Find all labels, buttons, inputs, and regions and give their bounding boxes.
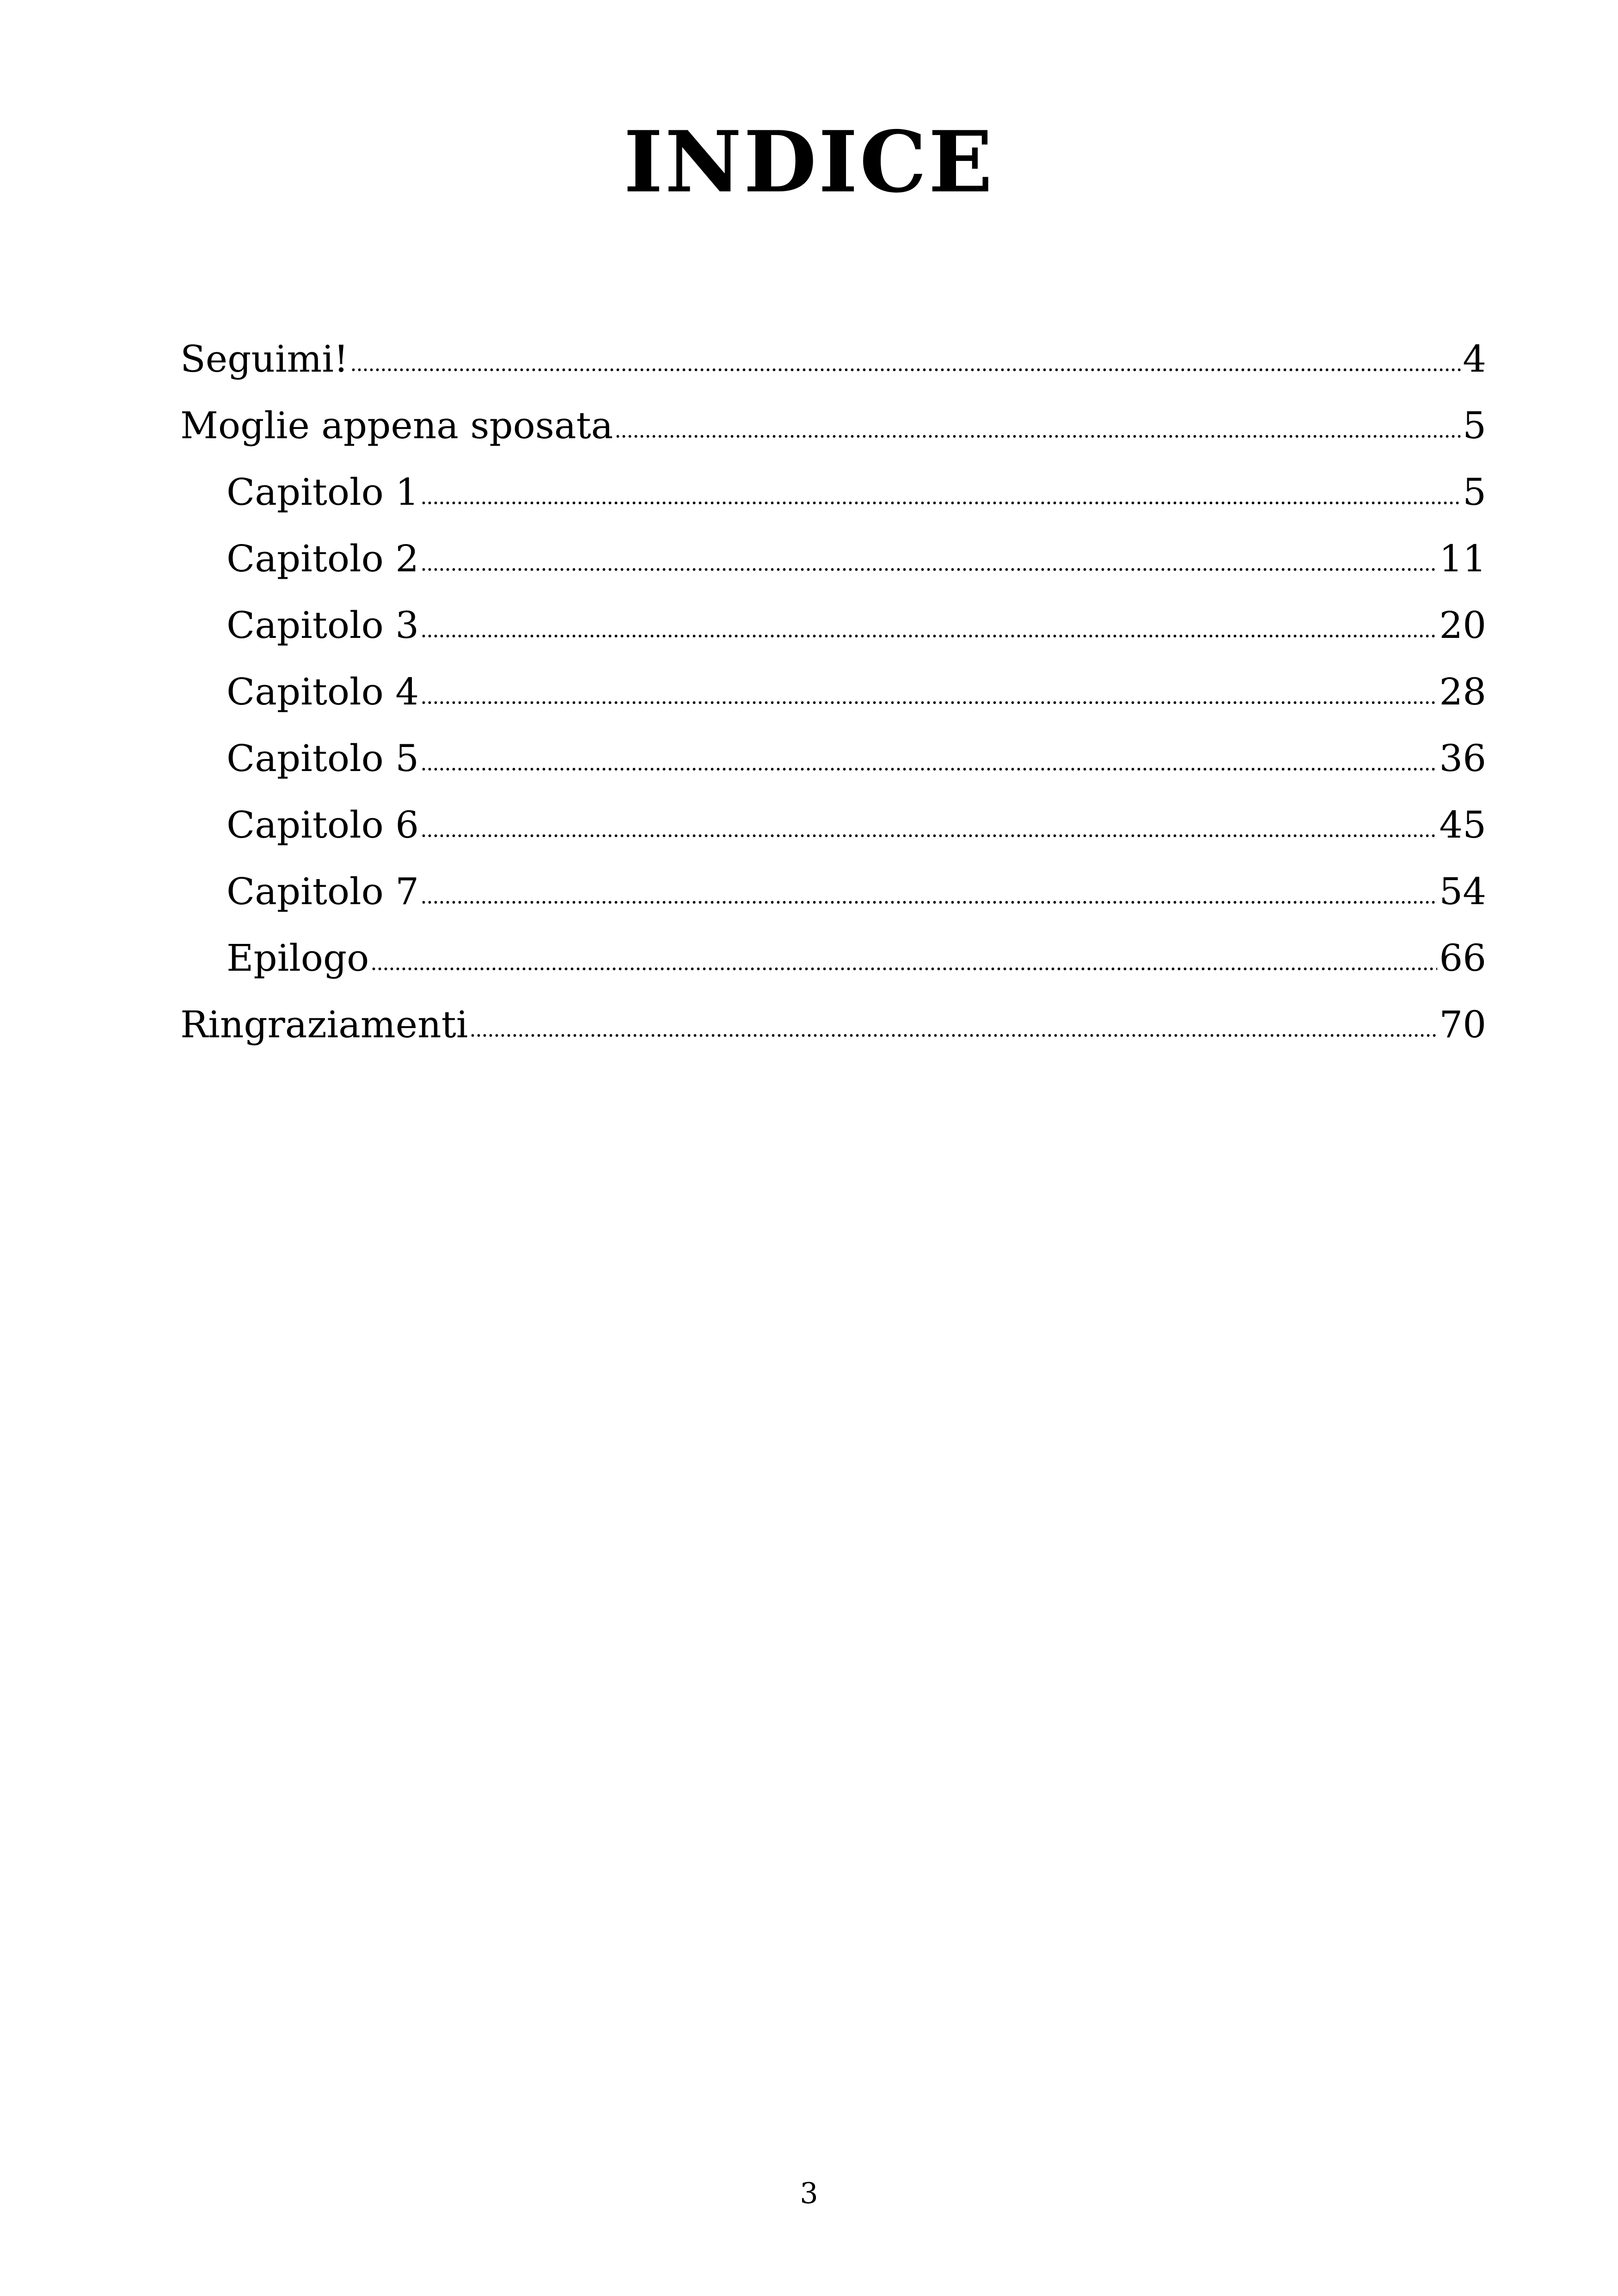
toc-entry-page: 54 bbox=[1439, 870, 1486, 913]
page-number: 3 bbox=[800, 2176, 818, 2210]
toc-entry-capitolo-3[interactable] bbox=[180, 592, 1486, 659]
toc-dot-leader bbox=[350, 368, 1461, 372]
toc-dot-leader bbox=[421, 834, 1437, 838]
toc-dot-leader bbox=[421, 900, 1437, 904]
table-of-contents bbox=[180, 326, 1486, 1058]
toc-entry-epilogo[interactable] bbox=[180, 925, 1486, 992]
toc-entry-capitolo-4[interactable] bbox=[180, 659, 1486, 725]
toc-entry-page: 70 bbox=[1439, 1003, 1486, 1046]
toc-dot-leader bbox=[470, 1034, 1437, 1037]
toc-entry-label: Capitolo 5 bbox=[227, 737, 419, 780]
page-title: INDICE bbox=[623, 112, 995, 211]
toc-entry-label: Capitolo 6 bbox=[227, 803, 419, 846]
toc-dot-leader bbox=[421, 501, 1461, 505]
toc-entry-label: Seguimi! bbox=[180, 337, 349, 380]
toc-entry-label: Capitolo 2 bbox=[227, 537, 419, 580]
toc-dot-leader bbox=[615, 435, 1461, 438]
toc-entry-page: 4 bbox=[1463, 337, 1486, 380]
toc-entry-moglie-appena-sposata[interactable] bbox=[180, 392, 1486, 459]
toc-entry-capitolo-2[interactable] bbox=[180, 526, 1486, 592]
toc-dot-leader bbox=[371, 967, 1437, 971]
toc-dot-leader bbox=[421, 701, 1437, 704]
toc-dot-leader bbox=[421, 568, 1437, 571]
toc-entry-label: Epilogo bbox=[227, 937, 369, 980]
toc-entry-page: 45 bbox=[1439, 803, 1486, 846]
toc-entry-label: Capitolo 3 bbox=[227, 604, 419, 647]
toc-entry-label: Ringraziamenti bbox=[180, 1003, 468, 1046]
toc-entry-capitolo-5[interactable] bbox=[180, 725, 1486, 792]
toc-entry-ringraziamenti[interactable] bbox=[180, 992, 1486, 1058]
toc-entry-page: 20 bbox=[1439, 604, 1486, 647]
toc-entry-page: 5 bbox=[1463, 404, 1486, 447]
toc-entry-page: 11 bbox=[1439, 537, 1486, 580]
toc-dot-leader bbox=[421, 634, 1437, 638]
toc-entry-page: 36 bbox=[1439, 737, 1486, 780]
toc-entry-page: 5 bbox=[1463, 471, 1486, 514]
toc-entry-seguimi[interactable] bbox=[180, 326, 1486, 392]
toc-entry-page: 66 bbox=[1439, 937, 1486, 980]
toc-entry-label: Moglie appena sposata bbox=[180, 404, 613, 447]
toc-entry-capitolo-6[interactable] bbox=[180, 792, 1486, 858]
toc-entry-page: 28 bbox=[1439, 670, 1486, 713]
toc-entry-label: Capitolo 7 bbox=[227, 870, 419, 913]
toc-entry-capitolo-7[interactable] bbox=[180, 858, 1486, 925]
toc-entry-capitolo-1[interactable] bbox=[180, 459, 1486, 526]
toc-entry-label: Capitolo 1 bbox=[227, 471, 419, 514]
toc-dot-leader bbox=[421, 767, 1437, 771]
toc-entry-label: Capitolo 4 bbox=[227, 670, 419, 713]
